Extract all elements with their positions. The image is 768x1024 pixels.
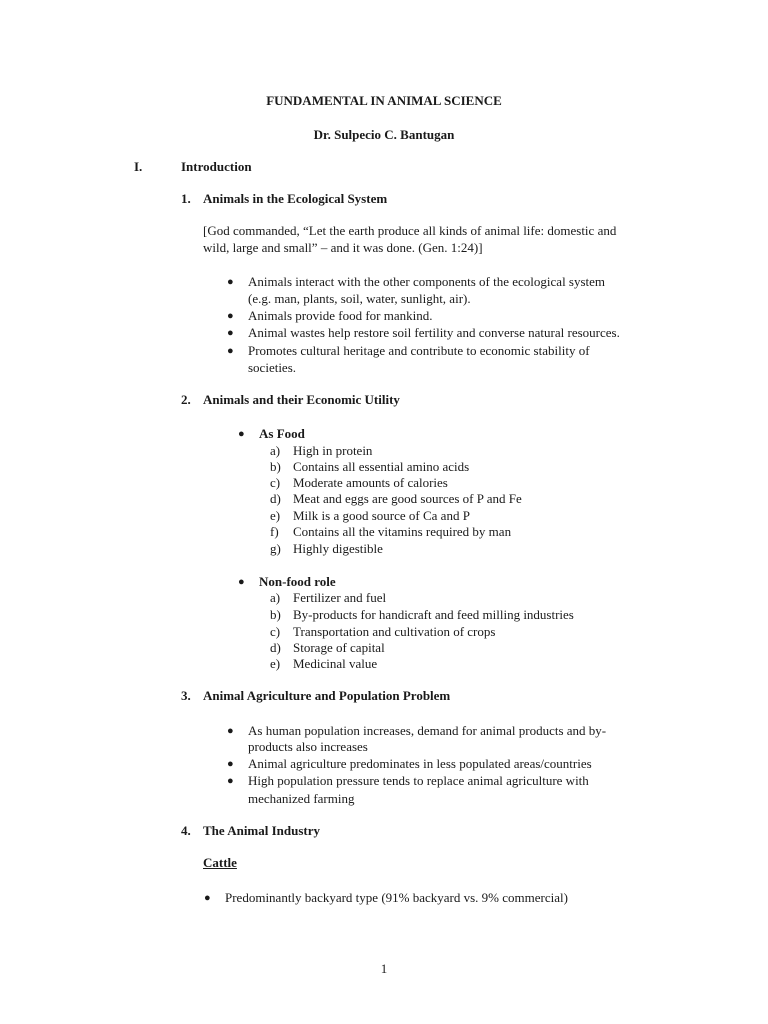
s3-bullet: As human population increases, demand for animal products and by- xyxy=(248,723,607,738)
s1-bullet: Animal wastes help restore soil fertility and converse natural resources. xyxy=(248,325,620,340)
s3-bullet: Animal agriculture predominates in less populated areas/countries xyxy=(248,756,592,771)
food-label: As Food xyxy=(259,426,305,441)
s2-heading: Animals and their Economic Utility xyxy=(203,392,400,407)
nonfood-label: Non-food role xyxy=(259,574,336,589)
nonfood-item: Storage of capital xyxy=(293,640,385,655)
document-author: Dr. Sulpecio C. Bantugan xyxy=(313,127,455,142)
s1-bullet: Promotes cultural heritage and contribute to economic stability of xyxy=(248,343,590,358)
list-marker: d) xyxy=(270,491,281,506)
s1-heading: Animals in the Ecological System xyxy=(203,191,388,206)
s4-bullet: Predominantly backyard type (91% backyard vs. 9% commercial) xyxy=(225,890,568,905)
list-marker: e) xyxy=(270,656,281,671)
food-item: Contains all the vitamins required by man xyxy=(293,524,512,539)
s1-bullet-cont: societies. xyxy=(248,360,297,375)
s2-number: 2. xyxy=(181,392,191,407)
section-numeral: I. xyxy=(134,159,143,174)
food-item: Contains all essential amino acids xyxy=(293,459,470,474)
bullet-icon: ● xyxy=(238,428,245,440)
food-item: High in protein xyxy=(293,443,373,458)
bullet-icon: ● xyxy=(227,758,234,770)
list-marker: g) xyxy=(270,541,281,556)
bullet-icon: ● xyxy=(227,276,234,288)
bullet-icon: ● xyxy=(238,576,245,588)
page-number: 1 xyxy=(380,961,388,976)
nonfood-item: By-products for handicraft and feed milling industries xyxy=(293,607,574,622)
list-marker: f) xyxy=(270,524,279,539)
list-marker: c) xyxy=(270,475,281,490)
bullet-icon: ● xyxy=(227,345,234,357)
nonfood-item: Transportation and cultivation of crops xyxy=(293,624,496,639)
section-heading: Introduction xyxy=(181,159,252,174)
bullet-icon: ● xyxy=(227,775,234,787)
food-item: Meat and eggs are good sources of P and Fe xyxy=(293,491,522,506)
list-marker: b) xyxy=(270,459,281,474)
s1-quote-line: [God commanded, “Let the earth produce all kinds of animal life: domestic and xyxy=(203,223,617,238)
s1-bullet-cont: (e.g. man, plants, soil, water, sunlight, air). xyxy=(248,291,471,306)
s1-bullet: Animals provide food for mankind. xyxy=(248,308,433,323)
s4-number: 4. xyxy=(181,823,191,838)
s1-bullet: Animals interact with the other components of the ecological system xyxy=(248,274,606,289)
bullet-icon: ● xyxy=(227,310,234,322)
nonfood-item: Fertilizer and fuel xyxy=(293,590,387,605)
s3-bullet-cont: mechanized farming xyxy=(248,791,355,806)
s3-bullet: High population pressure tends to replace animal agriculture with xyxy=(248,773,589,788)
list-marker: d) xyxy=(270,640,281,655)
s3-bullet-cont: products also increases xyxy=(248,739,368,754)
bullet-icon: ● xyxy=(204,892,211,904)
food-item: Moderate amounts of calories xyxy=(293,475,448,490)
bullet-icon: ● xyxy=(227,725,234,737)
food-item: Highly digestible xyxy=(293,541,383,556)
nonfood-item: Medicinal value xyxy=(293,656,378,671)
list-marker: b) xyxy=(270,607,281,622)
s1-quote-line: wild, large and small” – and it was done. (Gen. 1:24)] xyxy=(203,240,483,255)
s3-number: 3. xyxy=(181,688,191,703)
list-marker: a) xyxy=(270,590,281,605)
s1-number: 1. xyxy=(181,191,191,206)
s4-heading: The Animal Industry xyxy=(203,823,321,838)
food-item: Milk is a good source of Ca and P xyxy=(293,508,470,523)
bullet-icon: ● xyxy=(227,327,234,339)
list-marker: c) xyxy=(270,624,281,639)
list-marker: a) xyxy=(270,443,281,458)
s3-heading: Animal Agriculture and Population Problem xyxy=(203,688,451,703)
list-marker: e) xyxy=(270,508,281,523)
document-title: FUNDAMENTAL IN ANIMAL SCIENCE xyxy=(266,93,502,108)
cattle-subheading: Cattle xyxy=(203,855,237,870)
